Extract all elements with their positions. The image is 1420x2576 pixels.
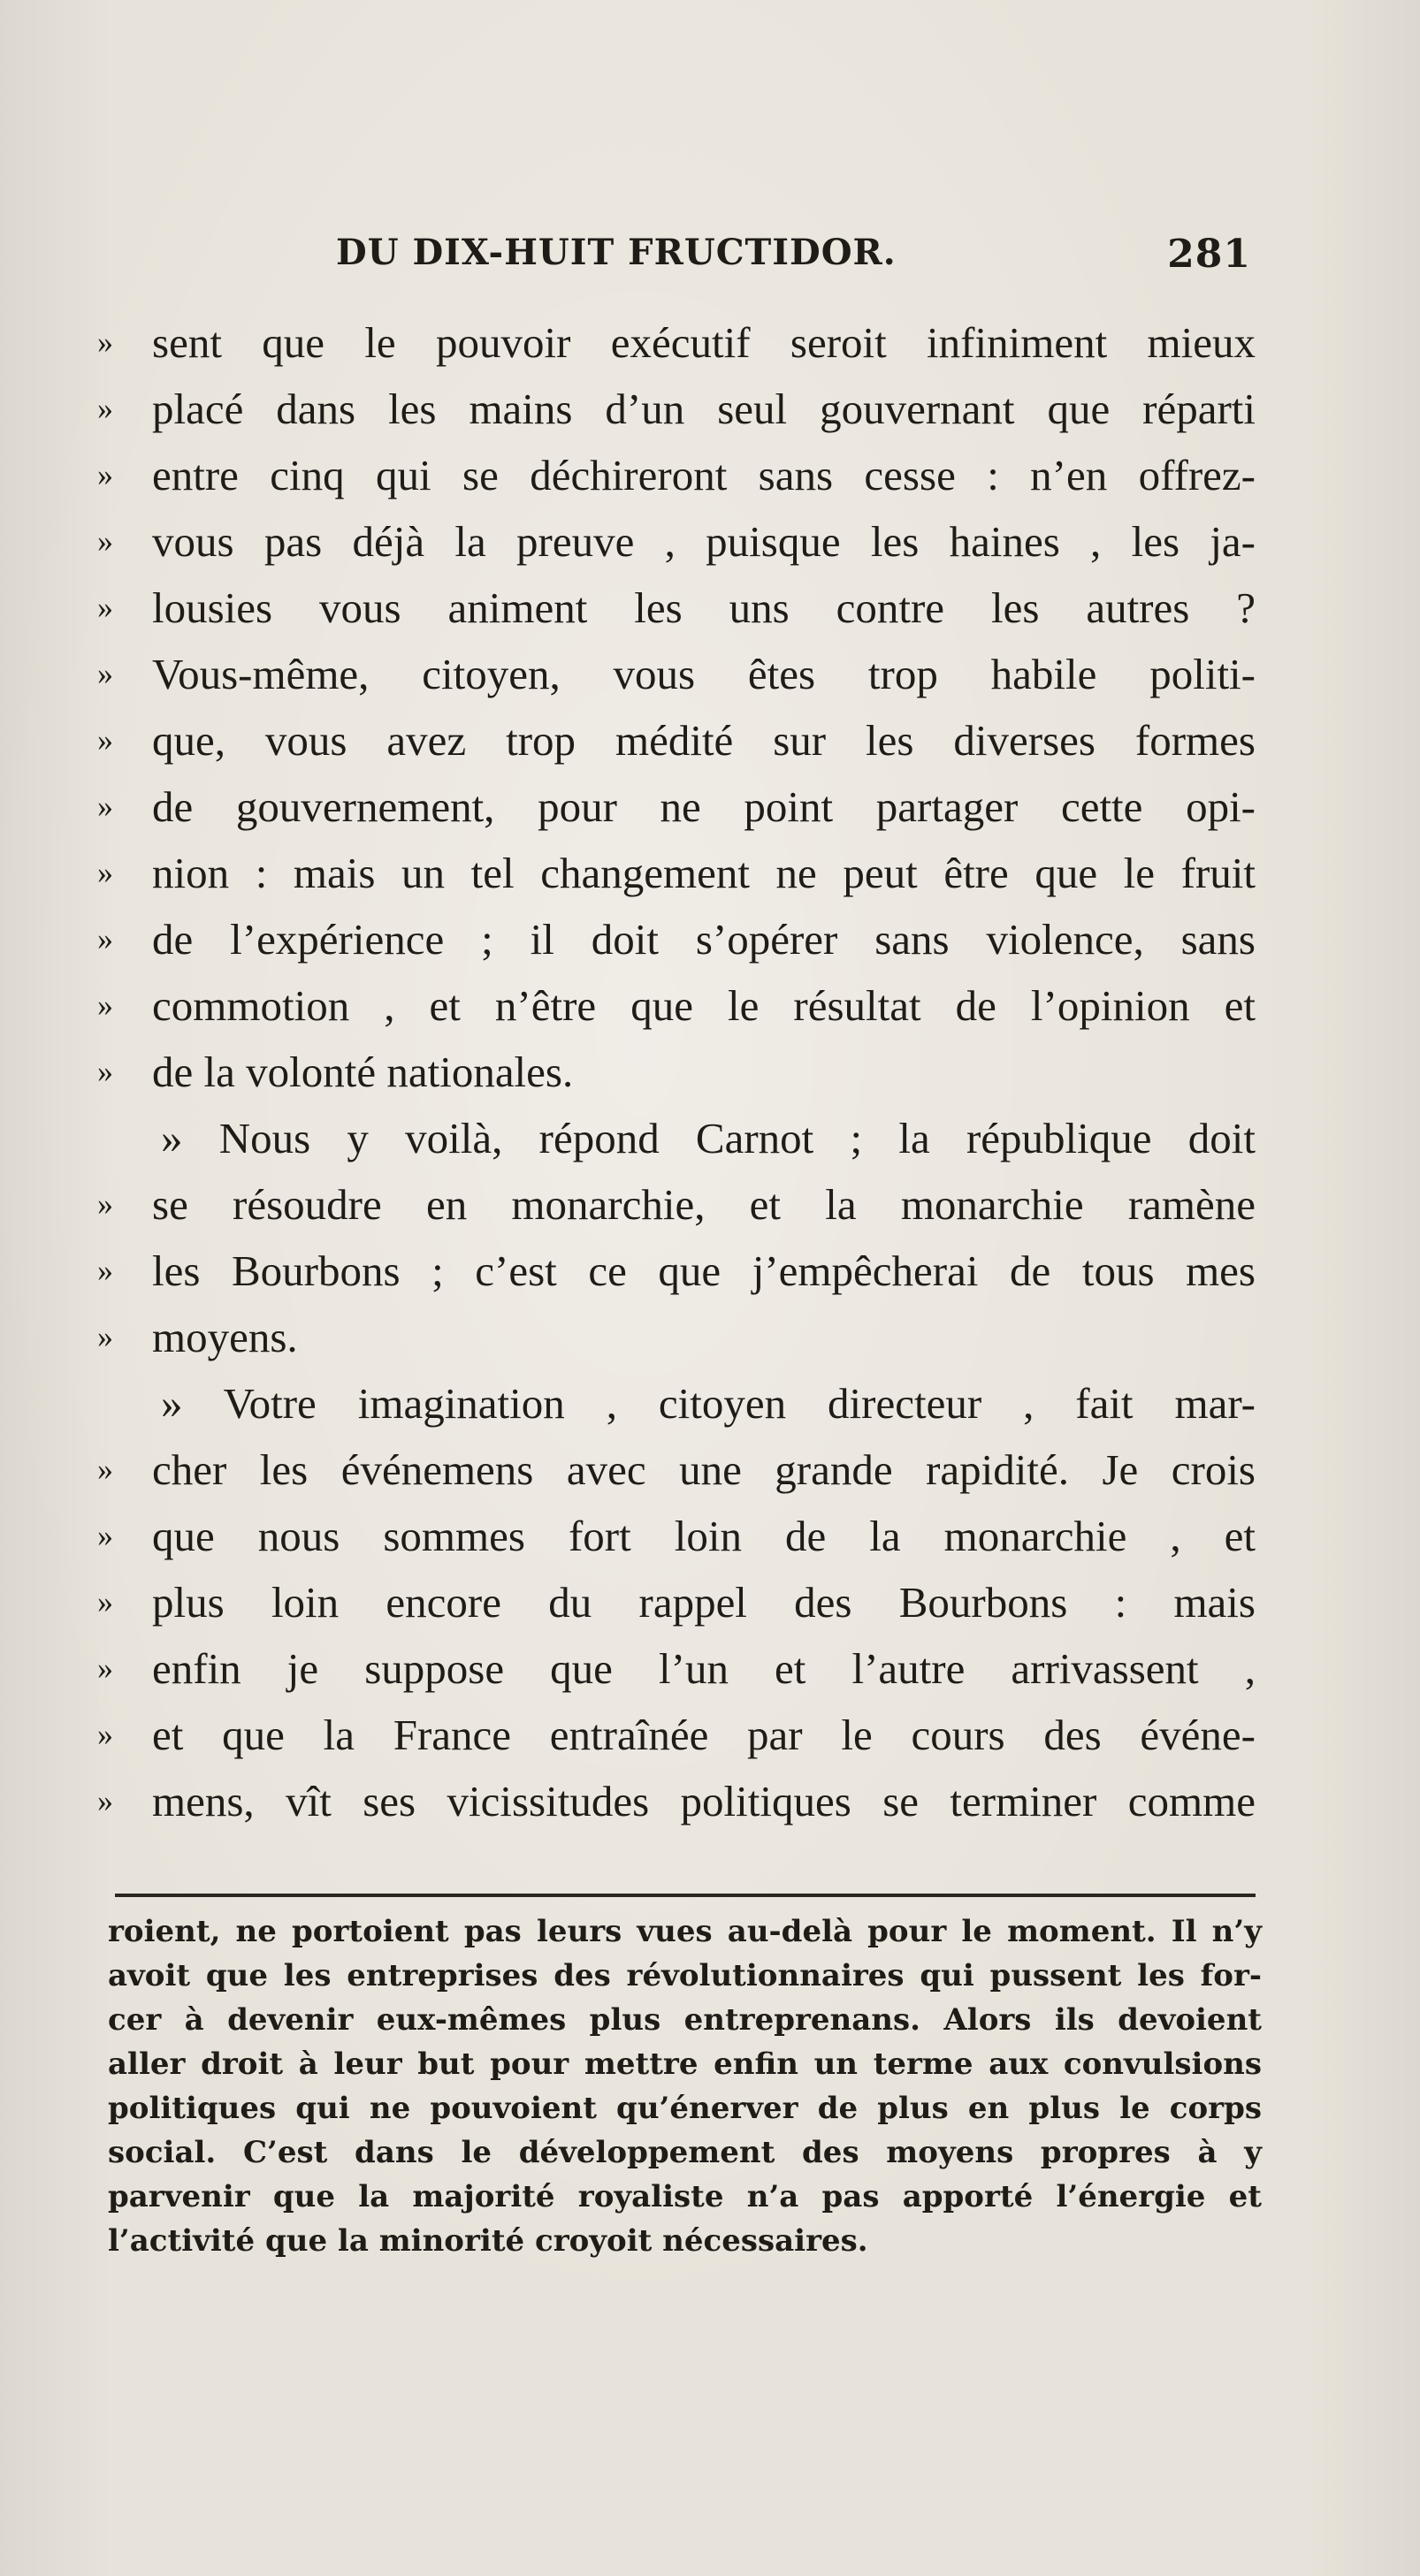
line-text: plus loin encore du rappel des Bourbons : mais — [152, 1578, 1256, 1627]
line-text: les Bourbons ; c’est ce que j’empêcherai de tous mes — [152, 1246, 1256, 1295]
line-text: » Nous y voilà, répond Carnot ; la république doit — [161, 1114, 1256, 1162]
quote-mark: » — [97, 1452, 113, 1487]
line-text: » Votre imagination , citoyen directeur , fait mar- — [161, 1379, 1256, 1428]
quote-mark: » — [97, 1253, 113, 1288]
text-line — [97, 1171, 1256, 1238]
quote-mark: » — [97, 457, 113, 492]
footnote-line: roient, ne portoient pas leurs vues au-delà pour le moment. Il n’y — [108, 1914, 1262, 1949]
text-line — [97, 508, 1256, 575]
text-line — [97, 707, 1256, 774]
quote-mark: » — [97, 1054, 113, 1089]
quote-mark: » — [97, 656, 113, 691]
text-line — [97, 972, 1256, 1039]
quote-mark: » — [97, 855, 113, 890]
line-text: de gouvernement, pour ne point partager cette opi- — [152, 782, 1256, 831]
quote-mark: » — [97, 523, 113, 559]
quote-mark: » — [97, 391, 113, 426]
line-text: mens, vît ses vicissitudes politiques se terminer comme — [152, 1777, 1256, 1825]
text-line — [97, 1039, 1256, 1105]
paragraph-start-line — [97, 1370, 1256, 1437]
text-line — [97, 641, 1256, 707]
footnote-line: cer à devenir eux-mêmes plus entreprenans. Alors ils devoient — [108, 2002, 1262, 2038]
quote-mark: » — [97, 1584, 113, 1620]
line-text: vous pas déjà la preuve , puisque les haines , les ja- — [152, 517, 1256, 566]
quote-mark: » — [97, 1319, 113, 1354]
line-text: de la volonté nationales. — [152, 1048, 574, 1096]
text-line — [97, 1635, 1256, 1702]
text-line — [97, 1503, 1256, 1569]
line-text: placé dans les mains d’un seul gouvernant que réparti — [152, 385, 1256, 433]
line-text: moyens. — [152, 1313, 298, 1361]
quote-mark: » — [97, 1783, 113, 1818]
text-line — [97, 1768, 1256, 1834]
quote-mark: » — [97, 722, 113, 758]
footnote-line: politiques qui ne pouvoient qu’énerver de plus en plus le corps — [108, 2091, 1262, 2126]
line-text: commotion , et n’être que le résultat de l’opinion et — [152, 981, 1256, 1030]
quote-mark: » — [97, 1518, 113, 1553]
line-text: sent que le pouvoir exécutif seroit infiniment mieux — [152, 318, 1256, 367]
running-title: DU DIX-HUIT FRUCTIDOR. — [336, 232, 897, 273]
text-line — [97, 1569, 1256, 1635]
line-text: nion : mais un tel changement ne peut être que le fruit — [152, 849, 1256, 897]
text-line — [97, 442, 1256, 508]
line-text: lousies vous animent les uns contre les autres ? — [152, 583, 1256, 632]
line-text: de l’expérience ; il doit s’opérer sans violence, sans — [152, 915, 1256, 964]
line-text: Vous-même, citoyen, vous êtes trop habile politi- — [152, 650, 1256, 698]
footnote-divider — [115, 1894, 1256, 1897]
line-text: enfin je suppose que l’un et l’autre arrivassent , — [152, 1644, 1256, 1693]
quote-mark: » — [97, 1650, 113, 1686]
text-line — [97, 840, 1256, 906]
quote-mark: » — [97, 590, 113, 625]
text-line — [97, 906, 1256, 972]
quote-mark: » — [97, 789, 113, 824]
line-text: que nous sommes fort loin de la monarchie , et — [152, 1512, 1256, 1560]
text-line — [97, 1238, 1256, 1304]
line-text: cher les événemens avec une grande rapidité. Je crois — [152, 1445, 1256, 1494]
footnote — [108, 1909, 1262, 2263]
footnote-line: avoit que les entreprises des révolutionnaires qui pussent les for- — [108, 1958, 1262, 1993]
quote-mark: » — [97, 324, 113, 360]
line-text: et que la France entraînée par le cours des événe- — [152, 1711, 1256, 1759]
text-line — [97, 575, 1256, 641]
footnote-line: aller droit à leur but pour mettre enfin un terme aux convulsions — [108, 2046, 1262, 2082]
footnote-line: parvenir que la majorité royaliste n’a pas apporté l’énergie et — [108, 2179, 1262, 2214]
text-line — [97, 1304, 1256, 1370]
line-text: que, vous avez trop médité sur les diverses formes — [152, 716, 1256, 765]
page-number: 281 — [1167, 232, 1251, 277]
quote-mark: » — [97, 1186, 113, 1222]
footnote-line: social. C’est dans le développement des moyens propres à y — [108, 2135, 1262, 2170]
quote-mark: » — [97, 921, 113, 956]
paragraph-start-line — [97, 1105, 1256, 1171]
main-text — [97, 309, 1256, 1834]
text-line — [97, 309, 1256, 376]
line-text: se résoudre en monarchie, et la monarchie ramène — [152, 1180, 1256, 1229]
quote-mark: » — [97, 1717, 113, 1752]
footnote-line: l’activité que la minorité croyoit nécessaires. — [108, 2223, 868, 2259]
text-line — [97, 376, 1256, 442]
text-line — [97, 1437, 1256, 1503]
text-line — [97, 1702, 1256, 1768]
quote-mark: » — [97, 987, 113, 1023]
line-text: entre cinq qui se déchireront sans cesse : n’en offrez- — [152, 451, 1256, 499]
text-line — [97, 774, 1256, 840]
